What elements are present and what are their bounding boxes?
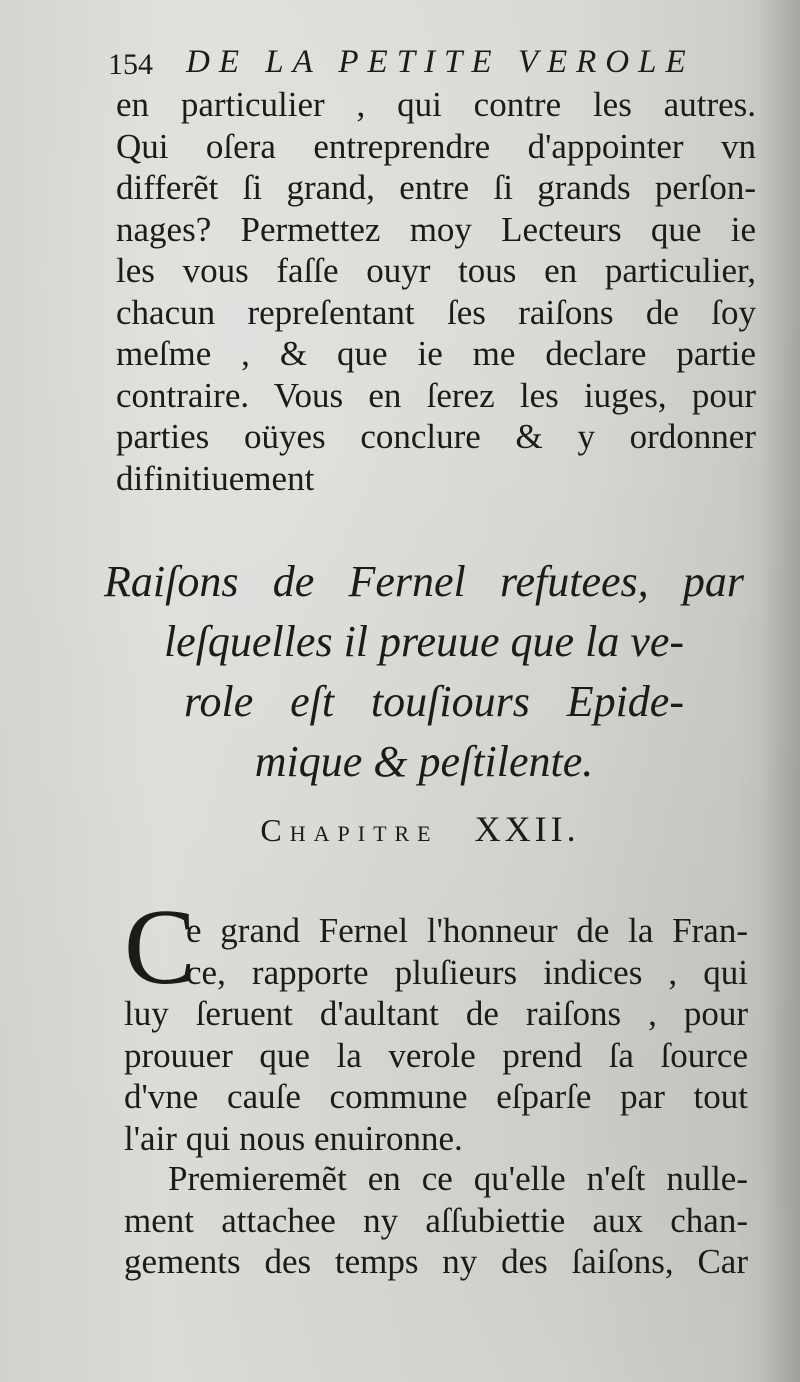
page-edge-shadow [760, 0, 800, 1382]
paragraph-1 [116, 84, 756, 499]
text-line: l'air qui nous enuironne. [124, 1118, 463, 1158]
text-line: chacun repreſentant ſes raiſons de ſoy [116, 292, 756, 332]
page-header [108, 40, 748, 90]
text-line: en particulier , qui contre les autres. [116, 85, 756, 124]
running-head: DE LA PETITE VEROLE [186, 44, 695, 80]
text-line: prouuer que la verole prend ſa ſource [124, 1035, 748, 1075]
text-line: contraire. Vous en ſerez les iuges, pour [116, 375, 756, 415]
text-line: ment attachee ny aſſubiettie aux chan- [124, 1200, 748, 1240]
text-line: gements des temps ny des ſaiſons, Car [124, 1242, 748, 1281]
chapter-number: XXII. [474, 809, 580, 849]
heading-line: role eſt touſiours Epide- [184, 677, 684, 726]
text-line: parties oüyes conclure & y ordonner [116, 417, 756, 456]
text-line: Premieremẽt en ce qu'elle n'eſt nulle- [168, 1159, 748, 1198]
paragraph-2-opening [186, 910, 748, 993]
paragraph-2 [124, 993, 748, 1159]
text-line: ce, rapporte pluſieurs indices , qui [186, 952, 748, 992]
text-line: difinitiuement [116, 458, 315, 498]
section-heading [104, 552, 744, 792]
text-line: e grand Fernel l'honneur de la Fran- [186, 911, 748, 950]
chapter-label: Chapitre [260, 812, 439, 848]
paragraph-3 [124, 1158, 748, 1283]
text-line: les vous faſſe ouyr tous en particulier, [116, 251, 756, 290]
text-line: Qui oſera entreprendre d'appointer vn [116, 126, 756, 166]
text-line: d'vne cauſe commune eſparſe par tout [124, 1077, 748, 1116]
text-line: meſme , & que ie me declare partie [116, 334, 756, 373]
drop-cap: C [124, 888, 197, 1007]
text-line: differẽt ſi grand, entre ſi grands perſon- [116, 168, 756, 207]
text-line: nages? Permettez moy Lecteurs que ie [116, 209, 756, 249]
chapter-title [100, 808, 740, 850]
heading-line: Raiſons de Fernel refutees, par [104, 557, 744, 606]
heading-line: mique & peſtilente. [254, 737, 594, 786]
heading-line: leſquelles il preuue que la ve- [163, 617, 685, 666]
text-line: luy ſeruent d'aultant de raiſons , pour [124, 994, 748, 1033]
page-number: 154 [108, 48, 153, 81]
